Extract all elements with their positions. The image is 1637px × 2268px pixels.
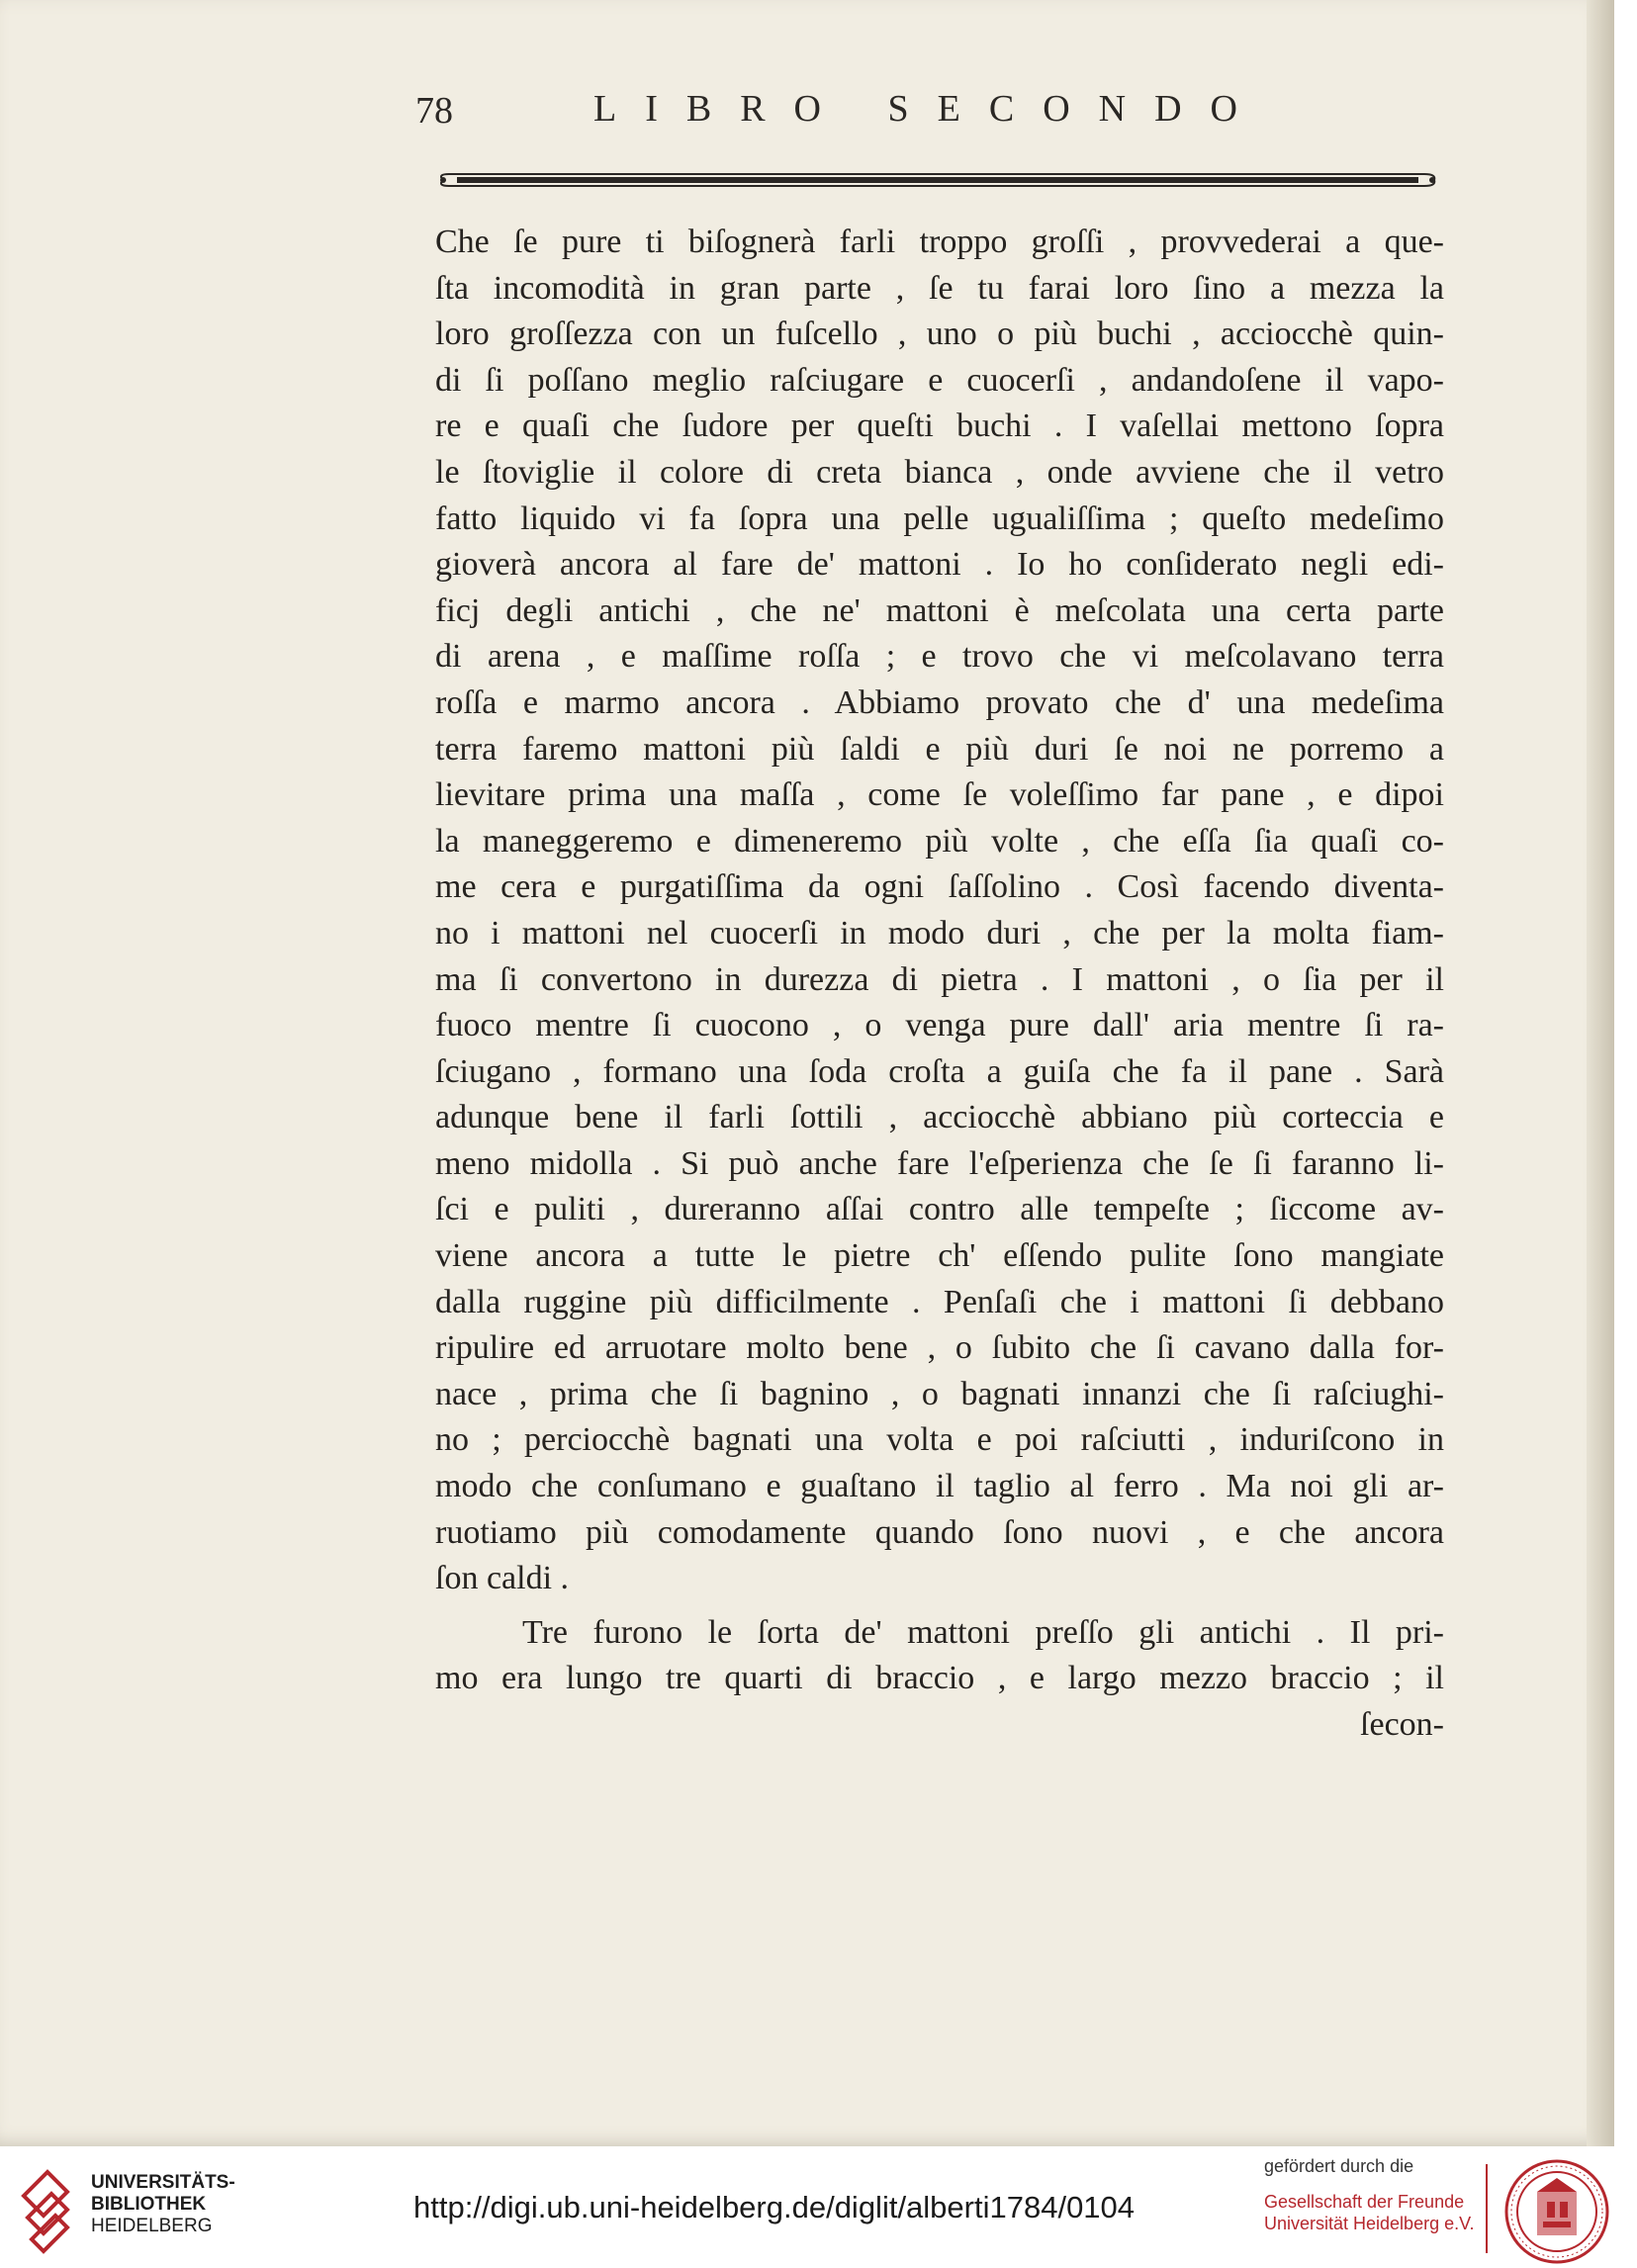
page-edge-shadow xyxy=(1587,0,1614,2146)
text-line: lievitare prima una maſſa , come ſe voleſſimo far pane , e dipoi xyxy=(435,776,1444,814)
catchword: ſecon- xyxy=(1360,1706,1444,1743)
body-text xyxy=(435,220,1444,1749)
text-line: ruotiamo più comodamente quando ſono nuovi , e che ancora xyxy=(435,1513,1444,1551)
sponsor-divider xyxy=(1486,2164,1488,2253)
text-line: ſon caldi . xyxy=(435,1560,570,1597)
library-name: UNIVERSITÄTS- BIBLIOTHEK HEIDELBERG xyxy=(91,2172,235,2236)
text-line: meno midolla . Si può anche fare l'eſperienza che ſe ſi faranno li- xyxy=(435,1144,1444,1182)
page-number: 78 xyxy=(415,90,453,132)
text-line: ſciugano , formano una ſoda croſta a guiſa che fa il pane . Sarà xyxy=(435,1052,1444,1090)
text-line: ripulire ed arruotare molto bene , o ſubito che ſi cavano dalla for- xyxy=(435,1329,1444,1367)
running-title: LIBRO SECONDO xyxy=(593,88,1266,130)
text-line: ſci e puliti , dureranno aſſai contro alle tempeſte ; ſiccome av- xyxy=(435,1191,1444,1228)
text-line: loro groſſezza con un fuſcello , uno o più buchi , acciocchè quin- xyxy=(435,316,1444,353)
text-line: modo che conſumano e guaſtano il taglio al ferro . Ma noi gli ar- xyxy=(435,1468,1444,1505)
text-line: di ſi poſſano meglio raſciugare e cuocerſi , andandoſene il vapo- xyxy=(435,361,1444,399)
text-line: ma ſi convertono in durezza di pietra . I mattoni , o ſia per il xyxy=(435,960,1444,998)
text-line: no ; perciocchè bagnati una volta e poi raſciutti , induriſcono in xyxy=(435,1421,1444,1459)
text-line: di arena , e maſſime roſſa ; e trovo che vi meſcolavano terra xyxy=(435,638,1444,676)
text-line: ſta incomodità in gran parte , ſe tu farai loro ſino a mezza la xyxy=(435,269,1444,307)
permalink-url[interactable]: http://digi.ub.uni-heidelberg.de/diglit/alberti1784/0104 xyxy=(413,2190,1136,2224)
text-line: nace , prima che ſi bagnino , o bagnati innanzi che ſi raſciughi- xyxy=(435,1375,1444,1412)
text-line: gioverà ancora al fare de' mattoni . Io ho conſiderato negli edi- xyxy=(435,546,1444,584)
text-line: terra faremo mattoni più ſaldi e più duri ſe noi ne porremo a xyxy=(435,730,1444,768)
text-line: le ſtoviglie il colore di creta bianca , onde avviene che il vetro xyxy=(435,453,1444,491)
text-line: ficj degli antichi , che ne' mattoni è meſcolata una certa parte xyxy=(435,591,1444,629)
sponsor-label: gefördert durch die xyxy=(1264,2156,1414,2176)
text-line: no i mattoni nel cuocerſi in modo duri , che per la molta fiam- xyxy=(435,914,1444,952)
text-line: la maneggeremo e dimeneremo più volte , che eſſa ſia quaſi co- xyxy=(435,822,1444,860)
decorative-rule xyxy=(435,170,1440,190)
university-seal-icon xyxy=(1503,2158,1610,2265)
text-line: re e quaſi che ſudore per queſti buchi . I vaſellai mettono ſopra xyxy=(435,408,1444,445)
text-line: viene ancora a tutte le pietre ch' eſſendo pulite ſono mangiate xyxy=(435,1237,1444,1275)
text-line: me cera e purgatiſſima da ogni ſaſſolino . Così facendo diventa- xyxy=(435,868,1444,906)
paragraph-start-line: Tre furono le ſorta de' mattoni preſſo gli antichi . Il pri- xyxy=(522,1613,1444,1651)
text-line: roſſa e marmo ancora . Abbiamo provato che d' una medeſima xyxy=(435,683,1444,721)
text-line: fuoco mentre ſi cuocono , o venga pure dall' aria mentre ſi ra- xyxy=(435,1007,1444,1044)
text-line: fatto liquido vi fa ſopra una pelle ugualiſſima ; queſto medeſimo xyxy=(435,499,1444,537)
sponsor-name: Gesellschaft der Freunde Universität Heidelberg e.V. xyxy=(1264,2192,1475,2233)
text-line: adunque bene il farli ſottili , acciocchè abbiano più corteccia e xyxy=(435,1099,1444,1136)
text-line: dalla ruggine più difficilmente . Penſaſi che i mattoni ſi debbano xyxy=(435,1283,1444,1320)
running-head xyxy=(415,77,1444,136)
library-logo-icon xyxy=(18,2166,73,2255)
text-line: Che ſe pure ti biſognerà farli troppo groſſi , provvederai a que- xyxy=(435,224,1444,260)
text-line: mo era lungo tre quarti di braccio , e largo mezzo braccio ; il xyxy=(435,1660,1444,1697)
